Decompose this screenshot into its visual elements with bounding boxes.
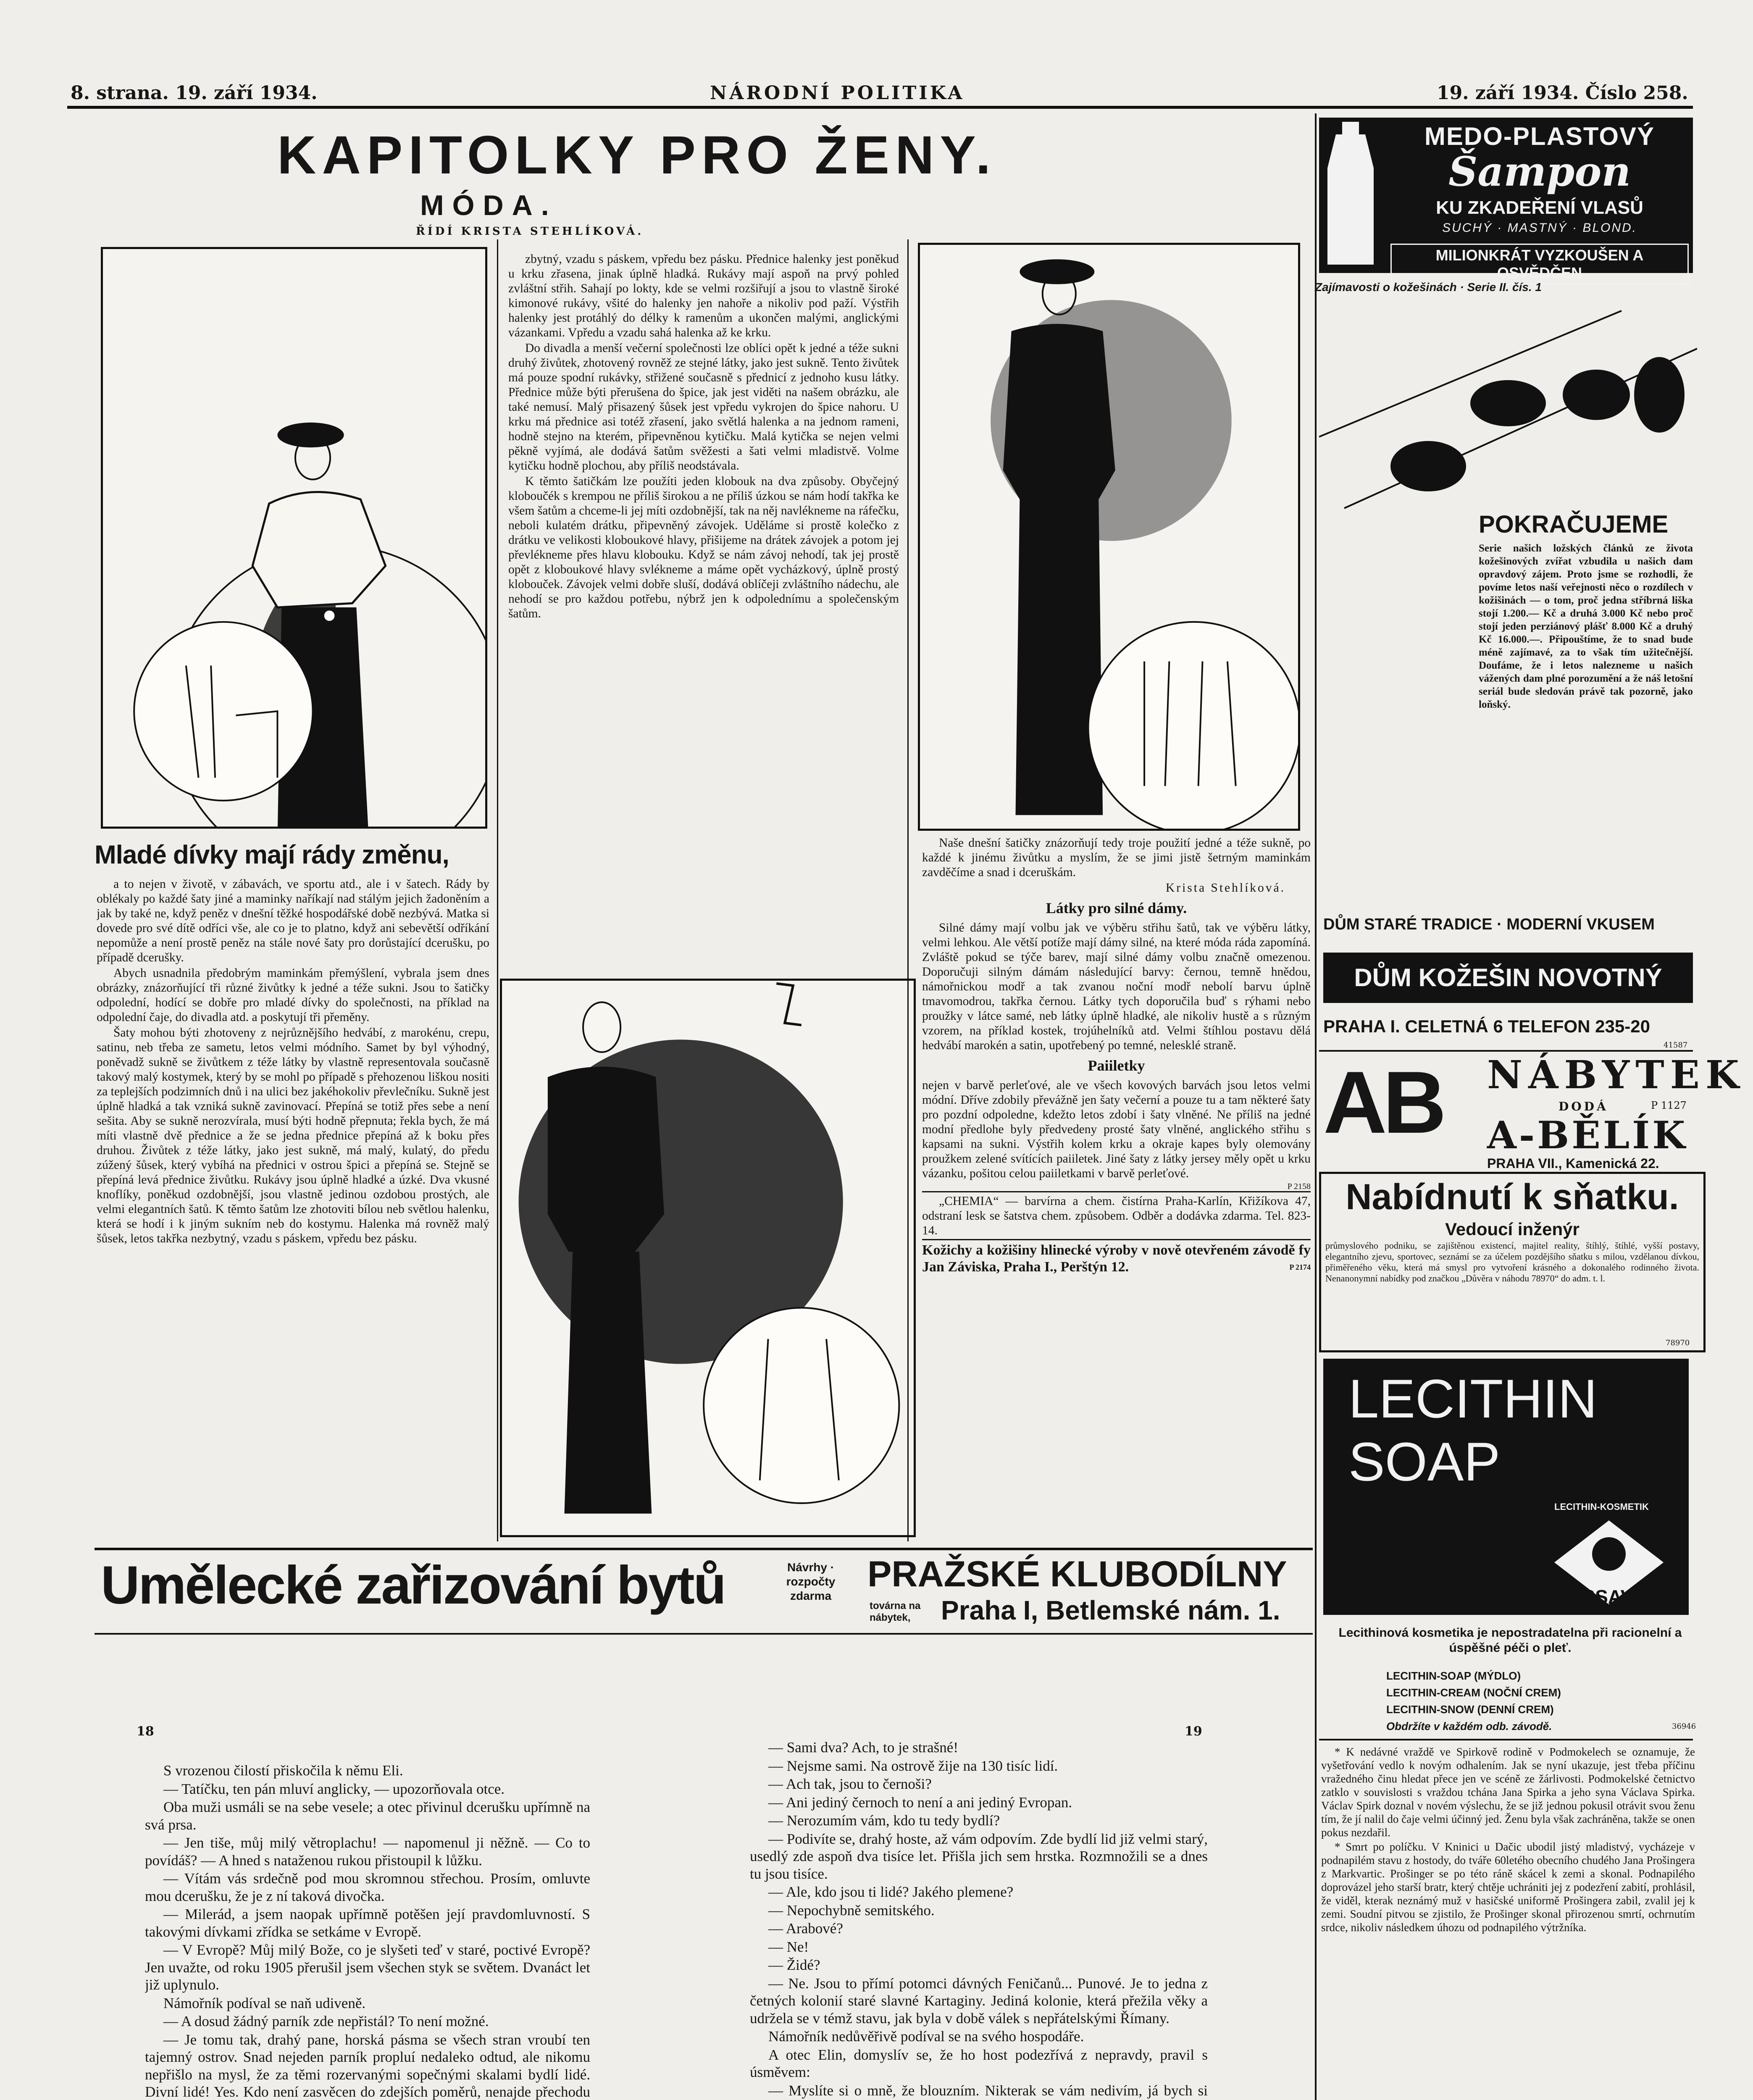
section-subtitle: MÓDA. xyxy=(420,189,557,221)
article-paragraph: Abych usnadnila předobrým maminkám přemýšlení, vybrala jsem dnes obrázky, znázorňující tři různé živůtky k jedné a téže sukni. Jsou to šatičky odpolední, hodící se dobře pro mladé dívky do společnosti, na příklad na odpolední čaje, do divadla atd. a poskytují tři přeměny. xyxy=(97,966,489,1024)
ad-nabytek-code: P 1127 xyxy=(1651,1100,1687,1111)
section-editor: ŘÍDÍ KRISTA STEHLÍKOVÁ. xyxy=(416,225,644,238)
ad-nabytek-address: PRAHA VII., Kamenická 22. xyxy=(1487,1156,1659,1171)
article-signature: Krista Stehlíková. xyxy=(1165,881,1285,895)
ad-kozesiny-tradition: DŮM STARÉ TRADICE · MODERNÍ VKUSEM xyxy=(1323,916,1655,933)
ad-kozesiny-illustration xyxy=(1319,298,1697,512)
banner-ad-mid: Návrhy · rozpočty zdarma xyxy=(786,1561,836,1602)
novel-paragraph: — Ale, kdo jsou ti lidé? Jakého plemene? xyxy=(768,1884,1014,1900)
ad-snatek-code: 78970 xyxy=(1666,1339,1690,1347)
article-paragraph: Naše dnešní šatičky znázorňují tedy troje použití jedné a téže sukně, po každé k jinému živůtku a myslím, že se jimi jistě šetrným maminkám zavděčíme a snad i dceruškám. xyxy=(922,836,1311,879)
novel-page-number-left: 18 xyxy=(137,1724,154,1739)
article-heading: Mladé dívky mají rády změnu, xyxy=(95,840,449,869)
banner-rule xyxy=(95,1633,1313,1635)
ad-nabytek-doda: DODÁ xyxy=(1559,1100,1608,1113)
ad-lecithin-brand: KASSAVIA xyxy=(1554,1586,1653,1608)
novel-paragraph: — Je tomu tak, drahý pane, horská pásma se všech stran vroubí ten tajemný ostrov. Snad nejeden parník propluí nedaleko odtud, ale nikomu nepřišlo na mysl, že za těmi rozervanými sopečnými skalami bydlí lidé. Divní lidé! Yes. Kdo není zasvěcen do zdejších poměrů, nenajde přechodu xyxy=(145,2031,590,2100)
small-ad-code: P 2174 xyxy=(1289,1263,1311,1271)
novel-paragraph: — Vítám vás srdečně pod mou skromnou střechou. Prosím, omluvte mou dcerušku, že je z ní taková divočka. xyxy=(145,1870,590,1904)
ad-sampon-line2: Šampon xyxy=(1448,148,1631,195)
column-divider xyxy=(907,239,909,1541)
article-paragraph: K těmto šatičkám lze použíti jeden klobouk na dva způsoby. Obyčejný kloboučék s krempou ne příliš širokou a ne příliš úzkou se nám hodí takřka ke všem šatům a chceme-li jej míti ozdobnější, tak na něj navlékneme na ráfečku, neboli kulatém drátku, připevněný závojek. Uděláme si prostě kolečko z drátku ve velikosti kloboukové hlavy, přišijeme na drátek závojek a potom jej převlékneme přes hlavu klobouku. Když se nám závoj nehodí, tak jej prostě opět z kloboukové hlavy svlékneme a máme opět vycházkový, úplně prostý klobouček. Závojek velmi dobře sluší, dodává oblíčeji zvláštního nádechu, ale nehodí se pro každou potřebu, nýbrž jen k odpolednímu a společenským šatům. xyxy=(508,475,899,620)
article-paragraph: a to nejen v životě, v zábavách, ve sportu atd., ale i v šatech. Rády by oblékaly po každé šaty jiné a maminky naříkají nad stálým jejich žadoněním a jak by také ne, když peněz v dnešní těžké hospodářské době nezbývá. Matka si dovede pro své dítě odříci vše, ale co je to platno, když ani sebevětší odříkání nepomůže a není prostě peněz na stále nové šaty pro dorůstající dcerušku, po případě dcerušky. xyxy=(97,877,489,964)
novel-paragraph: — A dosud žádný parník zde nepřistál? To není možné. xyxy=(163,2013,489,2029)
ad-lecithin-text xyxy=(1327,1625,1693,1659)
ad-kozesiny-name: DŮM KOŽEŠIN NOVOTNÝ xyxy=(1323,953,1693,1003)
banner-ad-right-bottom: Praha I, Betlemské nám. 1. xyxy=(941,1595,1280,1625)
novel-paragraph: — Jen tiše, můj milý větroplachu! — napomenul ji něžně. — Co to povídáš? — A hned s nataženou rukou přistoupil k lůžku. xyxy=(145,1835,590,1869)
banner-ad-left: Umělecké zařizování bytů xyxy=(101,1555,725,1615)
article-column-1 xyxy=(97,877,489,1551)
news-item: * K nedávné vraždě ve Spirkově rodině v Podmokelech se oznamuje, že vyšetřování vedlo k novým odhalením. Jak se nyní ukazuje, jest třeba příčinu vražedného činu hledat přece jen ve scéně ze žárlivosti. Podmokelské četnictvo zatklo v souvislosti s vraždou tchána Jana Spirka a jeho syna Václava Spirka. Václav Spirk doznal v novém výslechu, že se již jednou pokusil otrávit svou ženu tím, že jí nalil do čaje velmi účinný jed. Ženu byla však zachráněna, takže se onen pokus nezdařil. xyxy=(1321,1746,1695,1839)
novel-paragraph: — Myslíte si o mně, že blouzním. Nikterak se vám nedivím, já bych si xyxy=(768,2082,1208,2099)
ad-lecithin-text-body: Lecithinová kosmetika je nepostradatelna při racionelní a úspěšné péči o pleť. xyxy=(1338,1626,1682,1655)
small-ad-kozichy xyxy=(922,1239,1311,1276)
banner-rule xyxy=(95,1548,1313,1550)
ad-lecithin-product: LECITHIN-CREAM (NOČNÍ CREM) xyxy=(1386,1686,1561,1699)
small-ad-chemia xyxy=(922,1191,1311,1238)
header-right: 19. září 1934. Číslo 258. xyxy=(1437,82,1688,104)
novel-paragraph: — Nepochybně semitského. xyxy=(768,1902,935,1919)
ad-kozesiny-address: PRAHA I. CELETNÁ 6 TELEFON 235-20 xyxy=(1323,1016,1650,1036)
novel-column-left xyxy=(145,1762,590,2100)
ad-sampon-line3: KU ZKADEŘENÍ VLASŮ xyxy=(1436,197,1643,218)
ad-lecithin-line1: LECITHIN xyxy=(1348,1368,1598,1429)
article-paragraph: nejen v barvě perleťové, ale ve všech kovových barvách jsou letos velmi módní. Dříve zdobily převážně jen šaty večerní a pouze tu a tam některé šaty pro pozdní odpoledne, kdežto letos zdobí i šaty vlněné. Ne příliš na jedné modní předlohe byly předvedeny prosté šaty vlněné, anglického střihu s kapsami na sukni. Výstřih kolem krku a okraje kapes byly olemovány proužkem zelené svítících paiiletek. Jiné šaty z látky jersey měly opět u krku vázanku, pošitou celou paiiletkami v barvě perleťové. xyxy=(922,1079,1311,1180)
article-paragraph: zbytný, vzadu s páskem, vpředu bez pásku. Přednice halenky jest poněkud u krku zřasena, jinak úplně hladká. Rukávy mají aspoň na prvý pohled zvláštní střih. Sahají po lokty, kde se velmi rozšiřují a jsou to vlastně široké kimonové rukávy, všité do halenky jen nahoře a nikoliv pod paží. Výstřih halenky jest protáhlý do délky k ramenům a ukončen malými, anglickými vázankami. Vpředu a vzadu sahá halenka až ke krku. xyxy=(508,252,899,339)
ad-kozesiny-code: 41587 xyxy=(1664,1041,1688,1050)
novel-paragraph: Námořník podíval se naň udiveně. xyxy=(163,1995,366,2011)
ad-nabytek-name: A-BĚLÍK xyxy=(1487,1113,1688,1158)
column-divider xyxy=(1315,113,1317,2100)
header-rule xyxy=(67,106,1693,109)
ad-nabytek-title: NÁBYTEK xyxy=(1487,1052,1745,1097)
fashion-illustration-evening xyxy=(500,979,916,1537)
ad-lecithin-brand-top: LECITHIN-KOSMETIK xyxy=(1554,1502,1649,1512)
novel-paragraph: Oba muži usmáli se na sebe vesele; a otec přivinul dcerušku upřímně na svá prsa. xyxy=(145,1799,590,1833)
ad-divider xyxy=(1319,1739,1693,1740)
news-column xyxy=(1321,1745,1695,2100)
banner-ad-right-top: PRAŽSKÉ KLUBODÍLNY xyxy=(867,1554,1287,1594)
novel-paragraph: — Sami dva? Ach, to je strašné! xyxy=(768,1739,958,1756)
novel-paragraph: — Milerád, a jsem naopak upřímně potěšen její pravdomluvností. S takovými dívkami zřídka se setkáme v Evropě. xyxy=(145,1906,590,1940)
ad-divider xyxy=(1319,1050,1693,1052)
ad-sampon-line5: MILIONKRÁT VYZKOUŠEN A OSVĚDČEN xyxy=(1390,244,1689,285)
novel-paragraph: — Ne. Jsou to přímí potomci dávných Feničanů... Punové. Je to jedna z četných kolonií staré slavné Kartaginy. Jediná kolonie, která přežila věky a udržela se v témž stavu, jak byla v době válek s nepřátelskými Římany. xyxy=(750,1975,1208,2026)
ad-lecithin-code: 36946 xyxy=(1672,1722,1696,1731)
ad-lecithin-line2: SOAP xyxy=(1348,1431,1501,1492)
ad-nabytek-logo: AB xyxy=(1323,1053,1443,1152)
section-title: KAPITOLKY PRO ŽENY. xyxy=(277,125,997,185)
ad-snatek-sub: Vedoucí inženýr xyxy=(1445,1219,1580,1239)
article-column-3 xyxy=(922,836,1311,1550)
novel-paragraph: — Arabové? xyxy=(768,1920,843,1937)
ad-snatek xyxy=(1319,1172,1706,1352)
subheading-latky: Látky pro silné dámy. xyxy=(1046,900,1187,916)
novel-paragraph: — Ach tak, jsou to černoši? xyxy=(768,1776,932,1792)
newspaper-title: NÁRODNÍ POLITIKA xyxy=(710,82,965,104)
novel-paragraph: A otec Elin, domyslív se, že ho host podezřívá z nepravdy, pravil s úsměvem: xyxy=(750,2046,1208,2080)
novel-paragraph: Námořník nedůvěřivě podíval se na svého hospodáře. xyxy=(768,2028,1084,2045)
small-ad-code: P 2158 xyxy=(1287,1182,1311,1191)
ad-lecithin-footer: Obdržíte v každém odb. závodě. xyxy=(1386,1720,1552,1732)
novel-paragraph: — V Evropě? Můj milý Bože, co je slyšeti teď v staré, poctivé Evropě? Jen uvažte, od roku 1905 přerušil jsem všechen styk se světem. Dvanáct let již uplynulo. xyxy=(145,1942,590,1993)
small-ad-chemia-text: „CHEMIA“ — barvírna a chem. čistírna Praha-Karlín, Křižíkova 47, odstraní lesk se šatstva chem. způsobem. Odběr a dodávka zdarma. Tel. 823-14. xyxy=(922,1194,1311,1237)
novel-paragraph: — Nerozumím vám, kdo tu tedy bydlí? xyxy=(768,1812,1000,1829)
ad-kozesiny-top: Zajímavosti o kožešinách · Serie II. čís. 1 xyxy=(1315,281,1542,294)
ad-sampon-line1: MEDO-PLASTOVÝ xyxy=(1424,122,1655,150)
ad-sampon-line4: SUCHÝ · MASTNÝ · BLOND. xyxy=(1442,221,1637,235)
news-item: * Smrt po políčku. V Kninici u Dačic ubodil jistý mladistvý, vycházeje v podnapilém stavu z hostody, do tváře 60letého obecního chudého Jana Prošingera z Markvartic. Prošinger se po této ráně skácel k zemi a skonal. Podnapilého doprovázel jeho starší bratr, který chtěje uchrániti jej z podezření zabití, prohlásil, že viděl, kterak neznámý muž v hasičské uniformě Prošingera zabil, zvalil jej k zemi. Soudní pitvou se zjistilo, že Prošinger skonal přirozenou smrtí, ochrnutím srdce, nikoliv následkem úhozu od podnapilého výtržníka. xyxy=(1321,1840,1695,1934)
ad-kozesiny-text-body: Serie našich ložských článků ze života kožešinových zvířat vzbudila u našich dam opravdový zájem. Proto jsme se rozhodli, že povíme letos naší veřejnosti něco o rozdílech v kožišinách — o tom, proč jedna stříbrná liška stojí 1.200.— Kč a druhá 3.000 Kč nebo proč stojí jeden perziánový plášť 8.000 Kč a druhý Kč 16.000.—. Připouštíme, že to snad bude méně zajímavé, za to však tím užitečnější. Doufáme, že i letos nalezneme u našich vážených dam plné porozumění a že náš letošní seriál bude sledován právě tak pozorně, jako loňský. xyxy=(1479,543,1693,710)
novel-column-right xyxy=(750,1739,1208,2100)
novel-paragraph: — Židé? xyxy=(768,1957,820,1973)
fashion-illustration-dress xyxy=(918,243,1300,831)
ad-lecithin-product: LECITHIN-SOAP (MÝDLO) xyxy=(1386,1670,1521,1682)
article-column-2 xyxy=(508,252,899,966)
ad-kozesiny-text xyxy=(1479,542,1693,903)
novel-paragraph: — Tatíčku, ten pán mluví anglicky, — upozorňovala otce. xyxy=(163,1780,505,1797)
ad-kozesiny-heading: POKRAČUJEME xyxy=(1479,511,1669,538)
ad-sampon xyxy=(1319,118,1693,281)
article-paragraph: Do divadla a menší večerní společnosti lze oblíci opět k jedné a téže sukni druhý živůtek, zhotovený rovněž ze stejné látky, jako jest sukně. Tento živůtek má pouze spodní rukávky, střižené současně s přednicí z jednoho kusu látky. Přednice může býti přerušena do špice, jak jest viděti na našem obrázku, ale také nemusí. Malý přisazený šůsek jest vpředu vykrojen do špice nahoru. U krku má přednice asi totéž zřasení, jako světlá halenka a na jednom rameni, hodně stejno na kterém, připevněnou kytičku. Malá kytička se nejen velmi pěkně vyjímá, ale dodává šatům svěžesti a šati velmi mladistvě. Volme kytičku hodně plochou, aby příliš neodstávala. xyxy=(508,341,899,472)
subheading-paiiletky: Paiiletky xyxy=(1088,1057,1145,1074)
novel-paragraph: S vrozenou čilostí přiskočila k němu Eli. xyxy=(163,1762,403,1779)
article-paragraph: Silné dámy mají volbu jak ve výběru střihu šatů, tak ve výběru látky, velmi lehkou. Ale větší potíže mají dámy silné, na které móda ráda zapomíná. Zvláště pokud se týče barev, mají silné dámy volbu značně omezenou. Doporučuji silným dámám následující barvy: černou, temně hnědou, námořnickou modř a tak zvanou noční modř nebolí barvu úplně tmavomodrou, takřka černou. Látky tych doporučila buď s rýhami nebo proužky v látce samé, neb látky úplně hladké, ale nikoliv hustě a s různým vzorem, na příklad kostek, trojúhelníků atd. Velmi štíhlou postavu dělá hedvábí marokén a satin, upotřebený po temné, nelesklé straně. xyxy=(922,921,1311,1052)
novel-paragraph: — Ani jediný černoch to není a ani jediný Evropan. xyxy=(768,1794,1072,1811)
novel-paragraph: — Podivíte se, drahý hoste, až vám odpovím. Zde bydlí lid již velmi starý, usedlý zde aspoň dva tisíce let. Přišla jich sem hrstka. Rozmnožili se a dnes tu jsou tisíce. xyxy=(750,1830,1208,1882)
ad-lecithin-product: LECITHIN-SNOW (DENNÍ CREM) xyxy=(1386,1703,1554,1716)
novel-paragraph: — Ne! xyxy=(768,1938,809,1955)
article-paragraph: Šaty mohou býti zhotoveny z nejrůznějšího hedvábí, z marokénu, crepu, satinu, neb třeba ze sametu, letos velmi módního. Samet by byl výhodný, poněvadž sukně se živůtkem z téže látky by vlastně representovala současně takový malý kostymek, který by se mohl po případě s přehozenou liškou nositi za teplejších podzimních dnů i na ulici bez jakéhokoliv převlečníku. Sukně jest úplně hladká a tak vzniká sukně zavinovací. Přepíná se totiž přes sebe a není sešita. Aby se sukně nerozvírala, musí býti hodně přepnuta; řekla bych, že má míti vlastně dvě přednice a že se jedna přednice přepíná až k boku přes druhou. Živůtek z téže látky, jako jest sukně, má malý, kulatý, do předu zúžený šůsek, který vybíhá na přednici v ostrou špici a přepíná se. Stejně se přepíná levá přednice živůtku. Rukávy jsou úplně hladké a úzké. Dva vkusné knoflíky, poněkud ozdobnější, jsou vlastně jedinou ozdobou prostých, ale velmi elegantních šatů. K těmto šatům lze zhotoviti bílou neb světlou halenku, která se hodí i k jiným sukním neb do kostymu. Halenka má rovněž malý šůsek, letos takřka nezbytný, vzadu s páskem, vpředu bez pásku. xyxy=(97,1026,489,1245)
column-divider xyxy=(497,239,498,1541)
fashion-illustration-blouse xyxy=(101,247,487,829)
small-ad-kozichy-text: Kožichy a kožišiny hlinecké výroby v nově otevřeném závodě fy Jan Záviska, Praha I., Perštýn 12. xyxy=(922,1242,1311,1275)
novel-page-number-right: 19 xyxy=(1185,1724,1202,1739)
novel-paragraph: — Nejsme sami. Na ostrově žije na 130 tisíc lidí. xyxy=(768,1757,1058,1774)
ad-snatek-text-body: průmyslového podniku, se zajištěnou existencí, majitel reality, štíhlý, štíhlé, vyšší postavy, elegantního zjevu, sportovec, seznámí se za účelem pozdějšího sňatku s milou, vzdělanou dívkou, přiměřeného věku, která má smysl pro vytvoření krásného a dokonalého rodinného života. Nenanonymní nabídky pod značkou „Důvěra v náhodu 78970“ do adm. t. l. xyxy=(1325,1240,1699,1284)
ad-snatek-title: Nabídnutí k sňatku. xyxy=(1346,1177,1679,1217)
header-left: 8. strana. 19. září 1934. xyxy=(71,82,318,104)
banner-ad-right-small: továrna na nábytek, xyxy=(870,1600,921,1623)
ad-snatek-text xyxy=(1325,1240,1699,1333)
bottle-icon xyxy=(1319,118,1390,273)
